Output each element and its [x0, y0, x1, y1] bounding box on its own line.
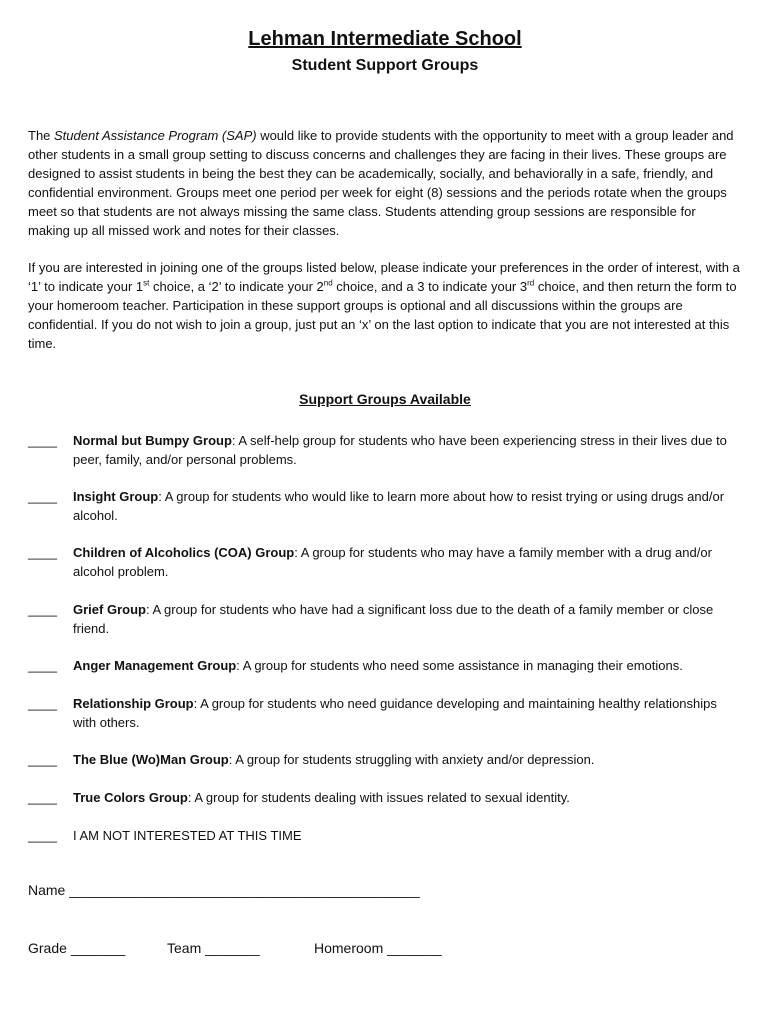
- instructions-paragraph: [28, 258, 740, 353]
- group-name: The Blue (Wo)Man Group: [73, 752, 229, 767]
- instructions-text-d: choice, and then return the form to your homeroom teacher. Participation in these support groups is optional and all discussions within the groups are confidential. If you do not wish to join a group, just put an ‘x’ on the last option to indicate that you are not interested at this time.: [28, 279, 737, 351]
- group-option-true-colors[interactable]: [28, 788, 740, 807]
- choice-blank[interactable]: ____: [28, 790, 57, 805]
- groups-heading: Support Groups Available: [299, 391, 471, 407]
- group-name: Relationship Group: [73, 696, 194, 711]
- page-title: Lehman Intermediate School: [248, 28, 522, 50]
- group-name: Grief Group: [73, 602, 146, 617]
- homeroom-line[interactable]: _______: [387, 940, 442, 956]
- grade-field[interactable]: [28, 940, 125, 956]
- choice-blank[interactable]: ____: [28, 658, 57, 673]
- team-label: Team: [167, 940, 202, 956]
- instructions-text-c: choice, and a 3 to indicate your 3: [332, 279, 528, 294]
- group-option-insight[interactable]: [28, 487, 740, 525]
- choice-blank[interactable]: ____: [28, 433, 57, 448]
- name-label: Name: [28, 882, 66, 898]
- group-option-not-interested[interactable]: [28, 826, 740, 845]
- group-option-blue-woman[interactable]: [28, 750, 740, 769]
- choice-blank[interactable]: ____: [28, 696, 57, 711]
- homeroom-field[interactable]: [314, 940, 442, 956]
- instructions-text-b: choice, a ‘2’ to indicate your 2: [149, 279, 324, 294]
- not-interested-label: I AM NOT INTERESTED AT THIS TIME: [73, 828, 302, 843]
- page-subtitle: Student Support Groups: [291, 57, 479, 74]
- grade-label: Grade: [28, 940, 67, 956]
- name-line[interactable]: _____________________________________________: [69, 882, 420, 898]
- group-option-normal-but-bumpy[interactable]: [28, 431, 740, 469]
- instructions-text-a: If you are interested in joining one of the groups listed below, please indicate your preferences in the order of interest, with a ‘1’ to indicate your 1: [28, 260, 740, 294]
- group-name: Insight Group: [73, 489, 159, 504]
- group-name: Normal but Bumpy Group: [73, 433, 232, 448]
- choice-blank[interactable]: ____: [28, 752, 57, 767]
- group-description: : A group for students who need some assistance in managing their emotions.: [236, 658, 683, 673]
- intro-text-start: The: [28, 128, 55, 143]
- group-name: Anger Management Group: [73, 658, 237, 673]
- group-description: : A group for students struggling with anxiety and/or depression.: [228, 752, 595, 767]
- group-option-anger-management[interactable]: [28, 656, 740, 675]
- team-field[interactable]: [167, 940, 260, 956]
- group-option-grief[interactable]: [28, 600, 740, 638]
- group-description: : A group for students who would like to learn more about how to resist trying or using drugs and/or alcohol.: [73, 489, 725, 523]
- group-description: : A group for students who have had a significant loss due to the death of a family member or close friend.: [73, 602, 714, 636]
- homeroom-label: Homeroom: [314, 940, 384, 956]
- grade-line[interactable]: _______: [70, 940, 126, 956]
- group-option-relationship[interactable]: [28, 694, 740, 732]
- group-description: : A self-help group for students who have been experiencing stress in their lives due to peer, family, and/or personal problems.: [73, 433, 727, 467]
- team-line[interactable]: _______: [205, 940, 260, 956]
- name-field[interactable]: [28, 882, 420, 898]
- choice-blank[interactable]: ____: [28, 828, 57, 843]
- intro-paragraph: [28, 126, 740, 240]
- ordinal-nd: nd: [323, 278, 333, 288]
- group-description: : A group for students who need guidance developing and maintaining healthy relationships with others.: [73, 696, 717, 730]
- group-name: Children of Alcoholics (COA) Group: [73, 545, 295, 560]
- ordinal-st: st: [143, 278, 150, 288]
- program-name: Student Assistance Program (SAP): [54, 128, 257, 143]
- choice-blank[interactable]: ____: [28, 602, 57, 617]
- group-name: True Colors Group: [73, 790, 188, 805]
- group-description: : A group for students dealing with issues related to sexual identity.: [187, 790, 570, 805]
- choice-blank[interactable]: ____: [28, 489, 57, 504]
- choice-blank[interactable]: ____: [28, 545, 57, 560]
- intro-text-rest: would like to provide students with the opportunity to meet with a group leader and other students in a small group setting to discuss concerns and challenges they are facing in their lives. These groups are designed to assist students in being the best they can be academically, socially, and behaviorally in a safe, friendly, and confidential environment. Groups meet one period per week for eight (8) sessions and the periods rotate when the groups meet so that students are not always missing the same class. Students attending group sessions are responsible for making up all missed work and notes for their classes.: [28, 128, 734, 238]
- ordinal-rd: rd: [527, 278, 535, 288]
- group-option-coa[interactable]: [28, 543, 740, 581]
- group-description: : A group for students who may have a family member with a drug and/or alcohol problem.: [73, 545, 712, 579]
